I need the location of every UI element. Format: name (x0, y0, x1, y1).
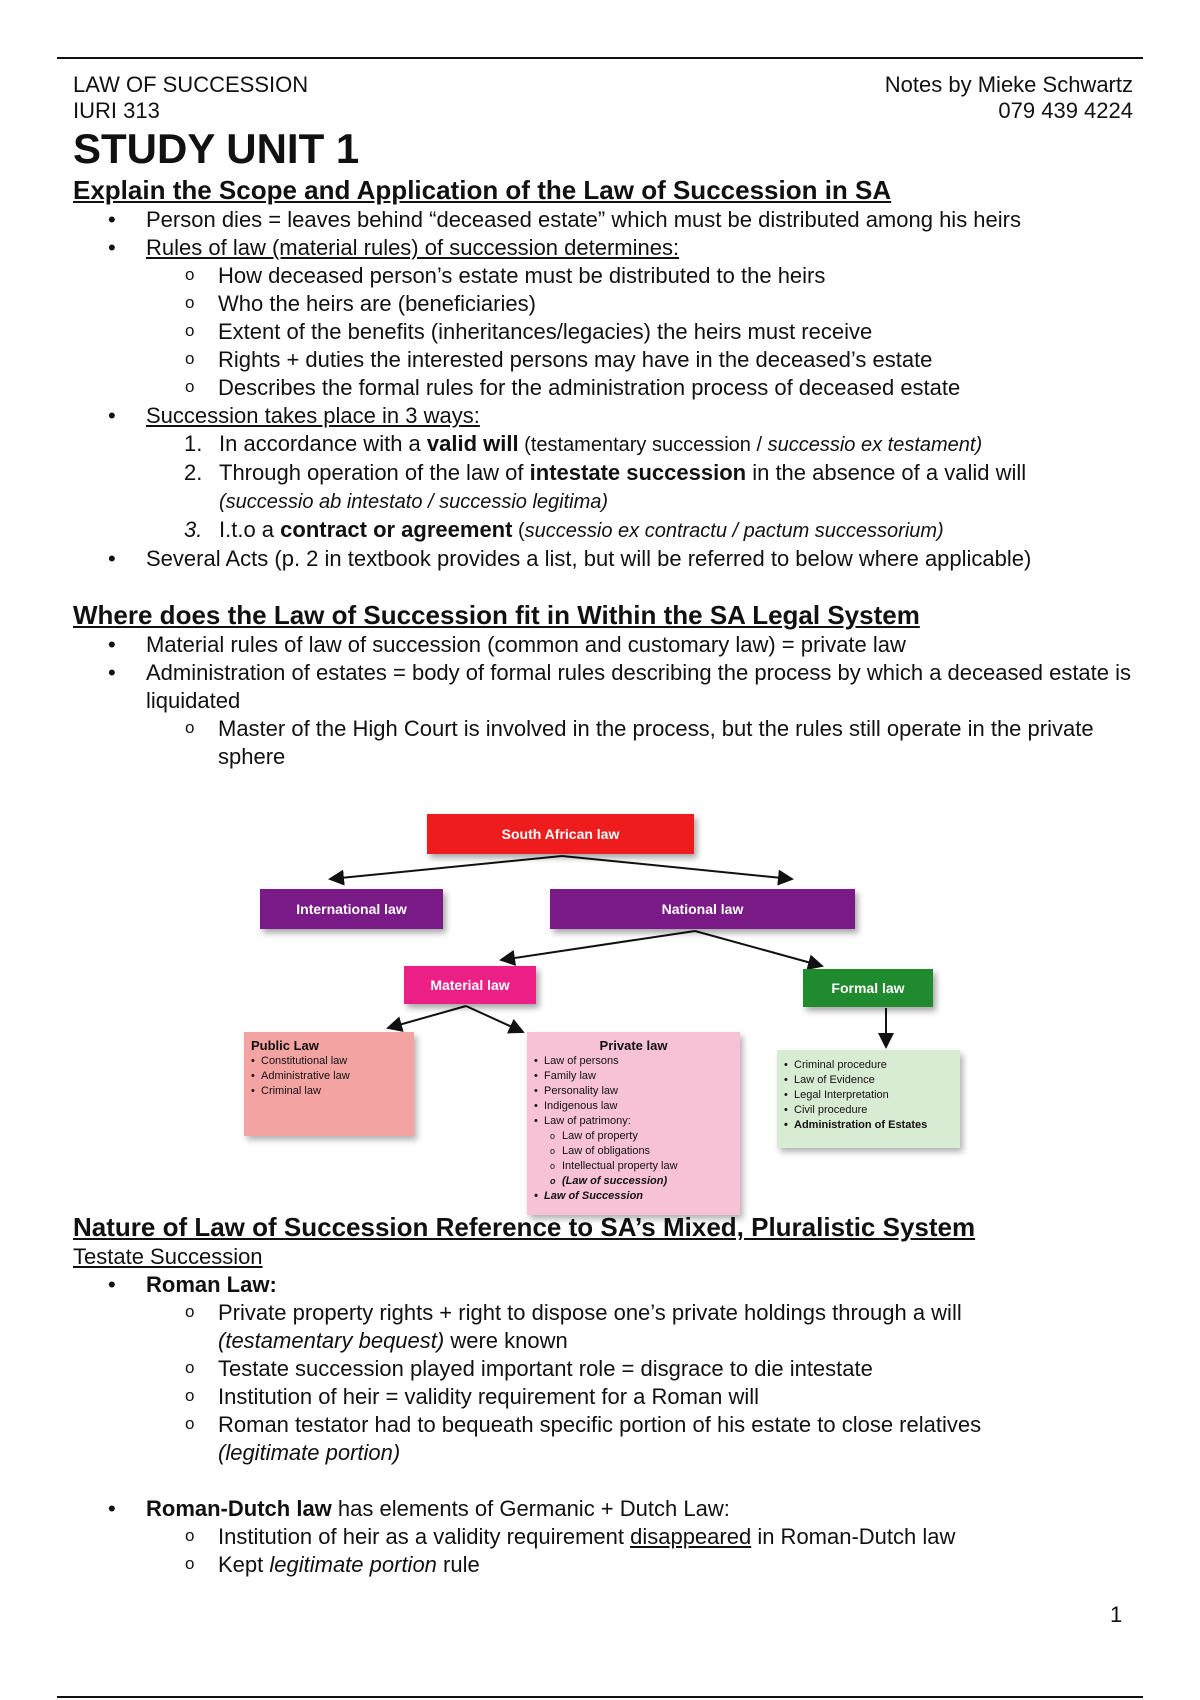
list-item: o Kept legitimate portion rule (145, 1551, 1133, 1579)
list-item: o (Law of succession) (534, 1174, 733, 1189)
list-item (73, 234, 1133, 402)
list-item: • Criminal procedure (784, 1058, 953, 1073)
list-item: o Private property rights + right to dispose one’s private holdings through a will (testamentary bequest) were known (145, 1299, 1133, 1355)
scope-list (73, 206, 1133, 573)
list-item: 1. In accordance with a valid will (testamentary succession / successio ex testament) (184, 431, 983, 456)
list-item: • Administrative law (251, 1069, 407, 1084)
list-item: o Testate succession played important role = disgrace to die intestate (145, 1355, 1133, 1383)
list-item: • Law of persons (534, 1054, 733, 1069)
author-credit: Notes by Mieke Schwartz (884, 72, 1133, 97)
list-item: o Rights + duties the interested persons may have in the deceased’s estate (145, 346, 1133, 374)
roman-law-label: Roman Law: (146, 1272, 277, 1297)
list-item: • Administration of Estates (784, 1118, 953, 1133)
section-heading-scope: Explain the Scope and Application of the Law of Succession in SA (73, 175, 892, 205)
rules-sublist (146, 262, 1133, 402)
course-code: IURI 313 (73, 98, 160, 123)
box-public-law (244, 1032, 414, 1136)
top-rule (57, 57, 1143, 59)
list-item: 2. Through operation of the law of intestate succession in the absence of a valid will (successio ab intestato / successio legitima) (184, 460, 1027, 513)
list-item: • Person dies = leaves behind “deceased estate” which must be distributed among his heirs (73, 206, 1133, 234)
page-header (73, 72, 1133, 124)
list-item: o Law of property (534, 1129, 733, 1144)
list-item: o Institution of heir as a validity requirement disappeared in Roman-Dutch law (145, 1523, 1133, 1551)
node-formal-law: Formal law (803, 969, 933, 1007)
list-item (73, 1271, 1133, 1467)
list-item: o Who the heirs are (beneficiaries) (145, 290, 1133, 318)
nature-list (73, 1271, 1133, 1579)
list-item: 3. I.t.o a contract or agreement (successio ex contractu / pactum successorium) (184, 517, 944, 542)
list-item: • Administration of estates = body of formal rules describing the process by which a deceased estate is liquidated o Master of the High Court is involved in the process, but the rules still operate in the private sphere (73, 659, 1133, 771)
list-item: • Legal Interpretation (784, 1088, 953, 1103)
list-item: • Law of Succession (534, 1189, 733, 1204)
list-item: • Roman-Dutch law has elements of Germanic + Dutch Law: o Institution of heir as a validity requirement disappeared in Roman-Dutch law o Kept legitimate portion rule (73, 1495, 1133, 1579)
admin-sublist (146, 715, 1133, 771)
list-item: • Civil procedure (784, 1103, 953, 1118)
unit-title: STUDY UNIT 1 (73, 125, 360, 172)
author-phone: 079 439 4224 (998, 98, 1133, 123)
roman-dutch-label: Roman-Dutch law (146, 1496, 332, 1521)
list-item: • Criminal law (251, 1084, 407, 1099)
section-heading-nature: Nature of Law of Succession Reference to SA’s Mixed, Pluralistic System (73, 1212, 976, 1242)
list-item: • Material rules of law of succession (common and customary law) = private law (73, 631, 1133, 659)
legal-system-diagram (230, 803, 970, 1215)
list-item: o Roman testator had to bequeath specific portion of his estate to close relatives (legitimate portion) (145, 1411, 1133, 1467)
ways-list (146, 430, 1133, 545)
course-name: LAW OF SUCCESSION (73, 72, 309, 97)
section-nature (73, 1211, 1133, 1579)
list-item: o Intellectual property law (534, 1159, 733, 1174)
list-item: • Family law (534, 1069, 733, 1084)
list-item: • Indigenous law (534, 1099, 733, 1114)
node-material-law: Material law (404, 966, 536, 1004)
ways-label: Succession takes place in 3 ways: (146, 403, 480, 428)
page-number: 1 (1110, 1602, 1123, 1627)
node-south-african-law: South African law (427, 814, 694, 854)
node-international-law: International law (260, 889, 443, 929)
list-item: • Constitutional law (251, 1054, 407, 1069)
legal-system-list (73, 631, 1133, 771)
list-item: • Law of patrimony: (534, 1114, 733, 1129)
list-item: o Master of the High Court is involved in the process, but the rules still operate in the private sphere (145, 715, 1133, 771)
list-item: • Law of Evidence (784, 1073, 953, 1088)
box-private-law (527, 1032, 740, 1215)
roman-sublist (146, 1299, 1133, 1467)
list-item: o Extent of the benefits (inheritances/legacies) the heirs must receive (145, 318, 1133, 346)
bottom-rule (57, 1696, 1143, 1698)
rules-label: Rules of law (material rules) of succession determines: (146, 235, 680, 260)
list-item: o Law of obligations (534, 1144, 733, 1159)
private-law-title: Private law (599, 1038, 668, 1053)
list-item: o Institution of heir = validity requirement for a Roman will (145, 1383, 1133, 1411)
list-item: • Several Acts (p. 2 in textbook provides a list, but will be referred to below where applicable) (73, 545, 1133, 573)
list-item: • Personality law (534, 1084, 733, 1099)
page-content (73, 72, 1133, 771)
list-item: o How deceased person’s estate must be distributed to the heirs (145, 262, 1133, 290)
testate-subheading: Testate Succession (73, 1244, 263, 1269)
roman-dutch-sublist (146, 1523, 1133, 1579)
list-item (73, 402, 1133, 545)
node-national-law: National law (550, 889, 855, 929)
section-heading-legal-system: Where does the Law of Succession fit in Within the SA Legal System (73, 600, 920, 630)
box-formal-law (777, 1050, 960, 1148)
list-item: o Describes the formal rules for the administration process of deceased estate (145, 374, 1133, 402)
public-law-title: Public Law (251, 1038, 319, 1053)
